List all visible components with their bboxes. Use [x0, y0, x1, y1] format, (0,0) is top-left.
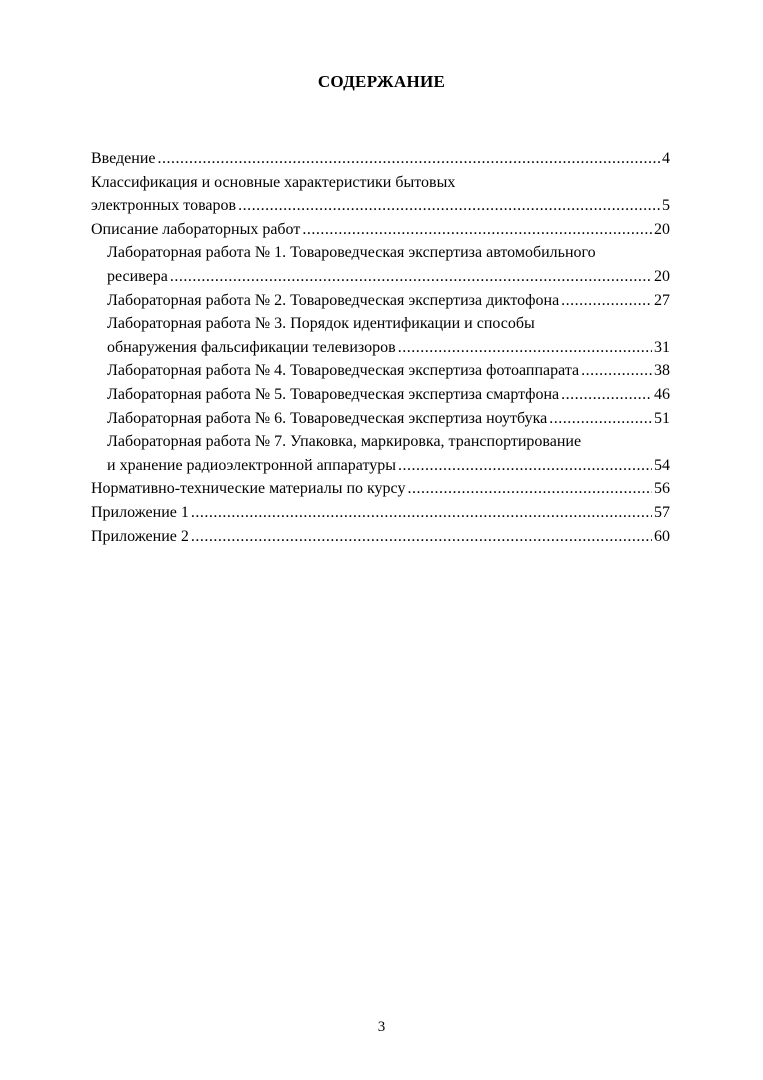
toc-page-number: 5 [662, 197, 670, 215]
toc-entry-title: обнаружения фальсификации телевизоров [107, 338, 396, 356]
toc-entry-introduction[interactable] [91, 147, 670, 171]
dot-leader [191, 501, 652, 525]
toc-page-number: 46 [654, 385, 670, 403]
toc-entry-title-line: Классификация и основные характеристики бытовых [91, 173, 456, 191]
toc-page-number: 27 [654, 291, 670, 309]
dot-leader [561, 383, 652, 407]
toc-entry-title: ресивера [107, 267, 168, 285]
toc-entry-title: Введение [91, 150, 156, 167]
toc-entry-lab-1[interactable] [91, 241, 670, 288]
page-title: СОДЕРЖАНИЕ [317, 72, 446, 91]
toc-entry-title: Приложение 1 [91, 503, 189, 521]
toc-entry-title: Лабораторная работа № 5. Товароведческая экспертиза смартфона [107, 385, 560, 403]
dot-leader [158, 147, 661, 171]
toc-entry-appendix-2[interactable] [91, 525, 670, 549]
toc-entry-lab-6[interactable] [91, 407, 670, 431]
page-number: 3 [377, 1019, 386, 1035]
toc-entry-title: Приложение 2 [91, 527, 189, 545]
dot-leader [398, 454, 652, 478]
toc-entry-title: Лабораторная работа № 4. Товароведческая экспертиза фотоаппарата [107, 362, 580, 380]
toc-entry-title: Нормативно-технические материалы по курсу [91, 480, 406, 498]
toc-entry-lab-description[interactable] [91, 218, 670, 242]
toc-entry-normative-materials[interactable] [91, 477, 670, 501]
dot-leader [170, 265, 652, 289]
toc-entry-classification[interactable] [91, 171, 670, 218]
toc-page-number: 54 [654, 456, 670, 474]
toc-entry-lab-7[interactable] [91, 430, 670, 477]
toc-entry-title-line: Лабораторная работа № 3. Порядок идентификации и способы [107, 315, 535, 333]
dot-leader [581, 359, 652, 383]
toc-entry-title: Описание лабораторных работ [91, 220, 301, 238]
dot-leader [302, 218, 652, 242]
toc-entry-title-line: Лабораторная работа № 1. Товароведческая экспертиза автомобильного [107, 244, 596, 262]
toc-entry-title: Лабораторная работа № 6. Товароведческая экспертиза ноутбука [107, 409, 548, 427]
toc-entry-title: электронных товаров [91, 197, 237, 215]
dot-leader [191, 525, 652, 549]
toc-entry-title-line: Лабораторная работа № 7. Упаковка, маркировка, транспортирование [107, 433, 582, 451]
toc-entry-title: и хранение радиоэлектронной аппаратуры [107, 456, 396, 474]
toc-page-number: 51 [654, 409, 670, 427]
toc-entry-lab-2[interactable] [91, 289, 670, 313]
toc-entry-lab-5[interactable] [91, 383, 670, 407]
table-of-contents [91, 147, 670, 548]
toc-page-number: 38 [654, 362, 670, 380]
toc-entry-lab-3[interactable] [91, 312, 670, 359]
dot-leader [549, 407, 652, 431]
toc-page-number: 57 [654, 503, 670, 521]
toc-page-number: 4 [662, 150, 670, 167]
dot-leader [238, 194, 660, 218]
toc-page-number: 20 [654, 267, 670, 285]
dot-leader [407, 477, 652, 501]
toc-entry-title: Лабораторная работа № 2. Товароведческая экспертиза диктофона [107, 291, 560, 309]
toc-entry-lab-4[interactable] [91, 359, 670, 383]
toc-page-number: 60 [654, 527, 670, 545]
toc-entry-appendix-1[interactable] [91, 501, 670, 525]
toc-page-number: 56 [654, 480, 670, 498]
dot-leader [398, 336, 652, 360]
toc-page-number: 31 [654, 338, 670, 356]
toc-page-number: 20 [654, 220, 670, 238]
dot-leader [561, 289, 652, 313]
